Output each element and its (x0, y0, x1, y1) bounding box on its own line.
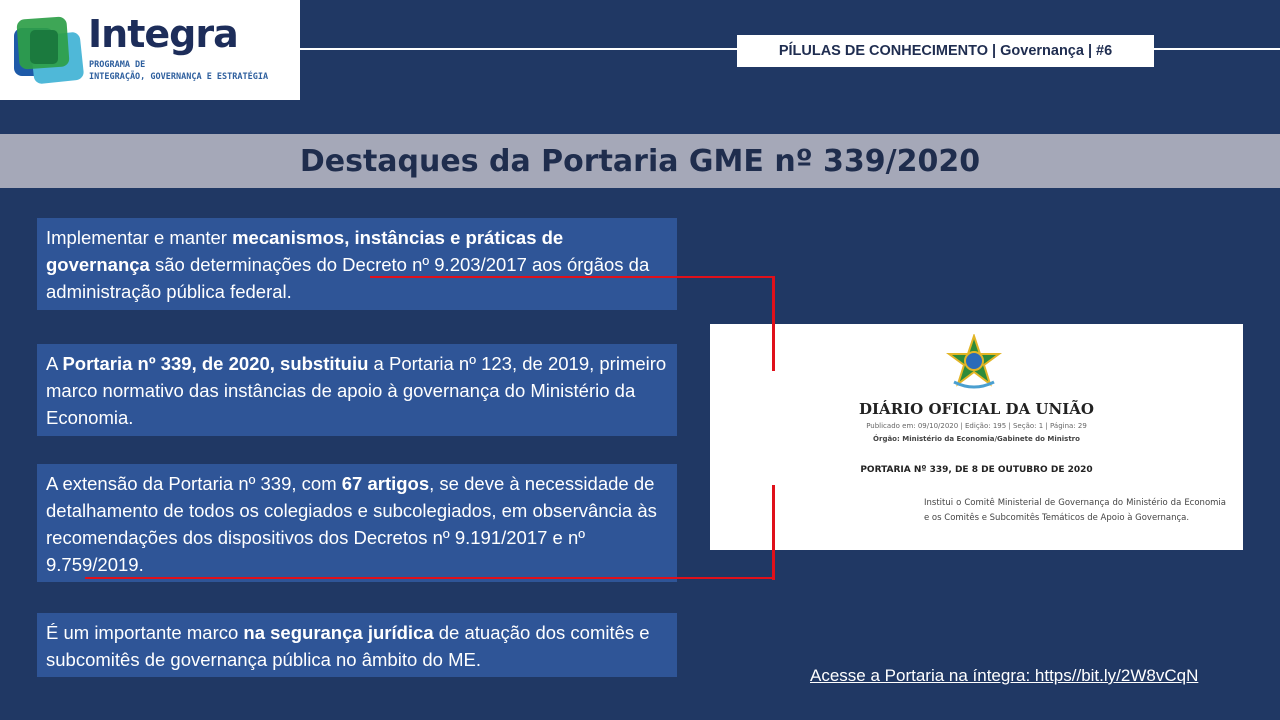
coat-of-arms-icon (946, 334, 1002, 390)
doc-portaria: PORTARIA Nº 339, DE 8 DE OUTUBRO DE 2020 (860, 465, 1093, 475)
text: de atuação dos comitês e subcomitês de governança pública no âmbito do ME. (46, 622, 650, 670)
text: Implementar e manter (46, 227, 233, 248)
connector-line (772, 485, 775, 580)
logo-subtitle (89, 59, 268, 83)
logo-name: Integra (88, 12, 238, 56)
doc-organ: Órgão: Ministério da Economia/Gabinete do Ministro (873, 435, 1080, 443)
text: É um importante marco (46, 622, 244, 643)
doc-published: Publicado em: 09/10/2020 | Edição: 195 | Seção: 1 | Página: 29 (866, 422, 1087, 430)
text: A (46, 353, 63, 374)
header-tag: PÍLULAS DE CONHECIMENTO | Governança | #6 (737, 35, 1154, 67)
connector-line (85, 577, 775, 579)
bold-text: na segurança jurídica (243, 622, 434, 643)
bold-text: Portaria nº 339, de 2020, substituiu (62, 353, 369, 374)
logo-subtitle-1: PROGRAMA DE (89, 60, 146, 70)
logo-mark-icon (12, 16, 86, 84)
text: a Portaria nº 123, de 2019, primeiro marco normativo das instâncias de apoio à governança do Ministério da Economia. (46, 353, 667, 428)
highlight-box-1 (37, 218, 677, 310)
portaria-link[interactable]: Acesse a Portaria na íntegra: https//bit.ly/2W8vCqN (810, 666, 1199, 685)
doc-ementa: Institui o Comitê Ministerial de Governança do Ministério da Economia e os Comitês e Subcomitês Temáticos de Apoio à Governança. (924, 498, 1226, 523)
highlight-box-3 (37, 464, 677, 582)
doc-title: DIÁRIO OFICIAL DA UNIÃO (859, 400, 1094, 418)
text: são determinações do Decreto nº 9.203/2017 aos órgãos da administração pública federal. (46, 254, 650, 302)
connector-line (772, 276, 775, 371)
logo-subtitle-2: INTEGRAÇÃO, GOVERNANÇA E ESTRATÉGIA (89, 72, 269, 82)
highlight-box-4 (37, 613, 677, 677)
diario-oficial-excerpt (710, 324, 1243, 550)
text: A extensão da Portaria nº 339, com (46, 473, 342, 494)
bold-text: mecanismos, instâncias e práticas de governança (46, 227, 564, 275)
highlight-box-2 (37, 344, 677, 436)
bold-text: 67 artigos (341, 473, 430, 494)
slide-title: Destaques da Portaria GME nº 339/2020 (0, 134, 1280, 188)
text: , se deve à necessidade de detalhamento de todos os colegiados e subcolegiados, em observância às recomendações dos dispositivos dos Decretos nº 9.191/2017 e nº 9.759/2019. (46, 473, 657, 575)
connector-line (370, 276, 775, 278)
integra-logo (0, 0, 300, 100)
